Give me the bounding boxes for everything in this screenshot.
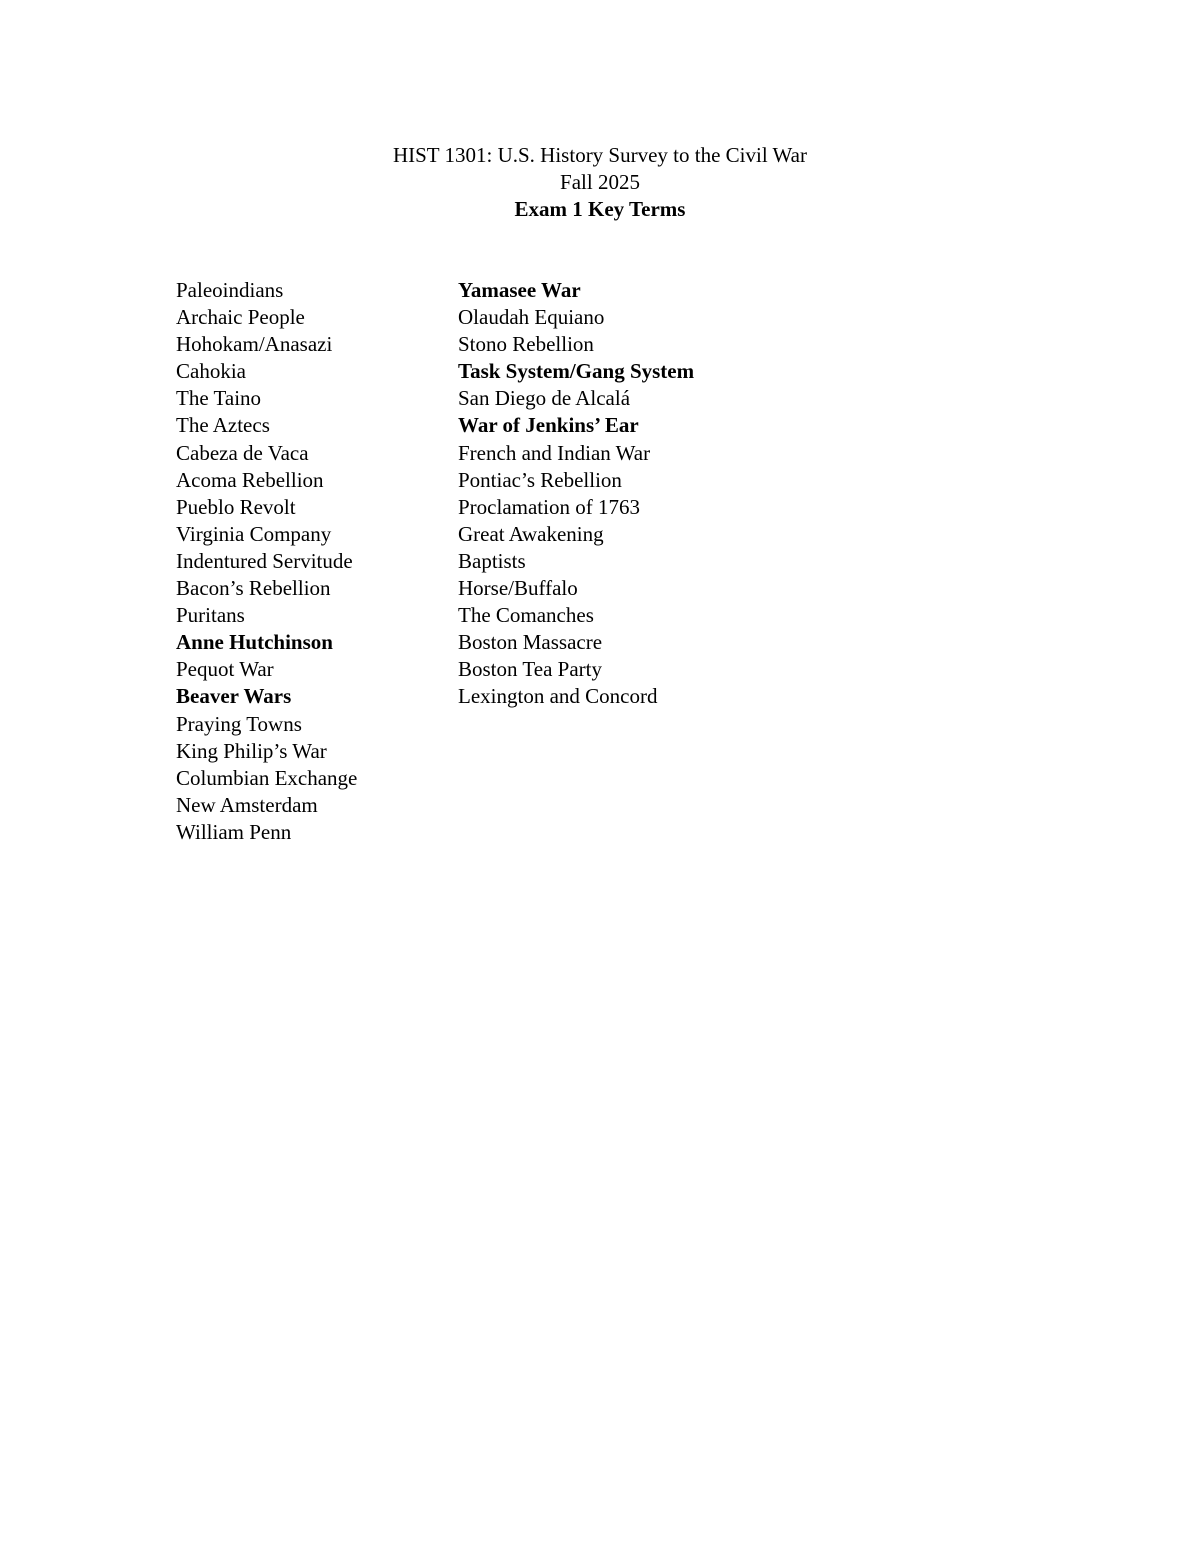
key-term: Stono Rebellion <box>458 332 594 357</box>
key-term: Cahokia <box>176 359 246 384</box>
key-term: Horse/Buffalo <box>458 576 578 601</box>
key-term: Beaver Wars <box>176 684 292 709</box>
semester-label: Fall 2025 <box>560 170 640 194</box>
key-term: French and Indian War <box>458 440 651 465</box>
key-term: Pontiac’s Rebellion <box>458 467 622 492</box>
key-term: Acoma Rebellion <box>176 467 324 492</box>
key-term: Lexington and Concord <box>458 684 658 709</box>
key-term: Anne Hutchinson <box>176 630 333 655</box>
key-term: Praying Towns <box>176 711 302 736</box>
key-term: War of Jenkins’ Ear <box>458 413 639 438</box>
key-term: Columbian Exchange <box>176 765 358 790</box>
key-term: Hohokam/Anasazi <box>176 332 333 357</box>
key-term: Cabeza de Vaca <box>176 440 309 465</box>
key-term: King Philip’s War <box>176 738 327 763</box>
key-term: William Penn <box>176 819 292 844</box>
key-term: Boston Massacre <box>458 630 603 655</box>
key-term: The Comanches <box>458 603 594 628</box>
key-term: New Amsterdam <box>176 792 318 817</box>
key-term: Indentured Servitude <box>176 548 353 573</box>
document-header <box>0 142 1200 223</box>
key-term: Pequot War <box>176 657 274 682</box>
key-term: Archaic People <box>176 305 305 330</box>
key-term: Task System/Gang System <box>458 359 695 384</box>
key-term: Great Awakening <box>458 521 604 546</box>
key-term: Virginia Company <box>176 521 332 546</box>
key-term: Baptists <box>458 548 526 573</box>
terms-column-right <box>458 277 858 711</box>
key-term: San Diego de Alcalá <box>458 386 631 411</box>
key-term: Proclamation of 1763 <box>458 494 640 519</box>
key-term: Pueblo Revolt <box>176 494 296 519</box>
terms-column-left <box>176 277 446 846</box>
key-term: Bacon’s Rebellion <box>176 576 331 601</box>
key-term: Boston Tea Party <box>458 657 602 682</box>
key-term: Yamasee War <box>458 278 581 302</box>
key-term: The Aztecs <box>176 413 270 438</box>
key-term: Puritans <box>176 603 245 628</box>
course-title: HIST 1301: U.S. History Survey to the Civil War <box>392 143 808 167</box>
key-term: Paleoindians <box>176 278 284 302</box>
key-term: The Taino <box>176 386 262 411</box>
page-heading: Exam 1 Key Terms <box>514 197 686 221</box>
key-term: Olaudah Equiano <box>458 305 605 330</box>
